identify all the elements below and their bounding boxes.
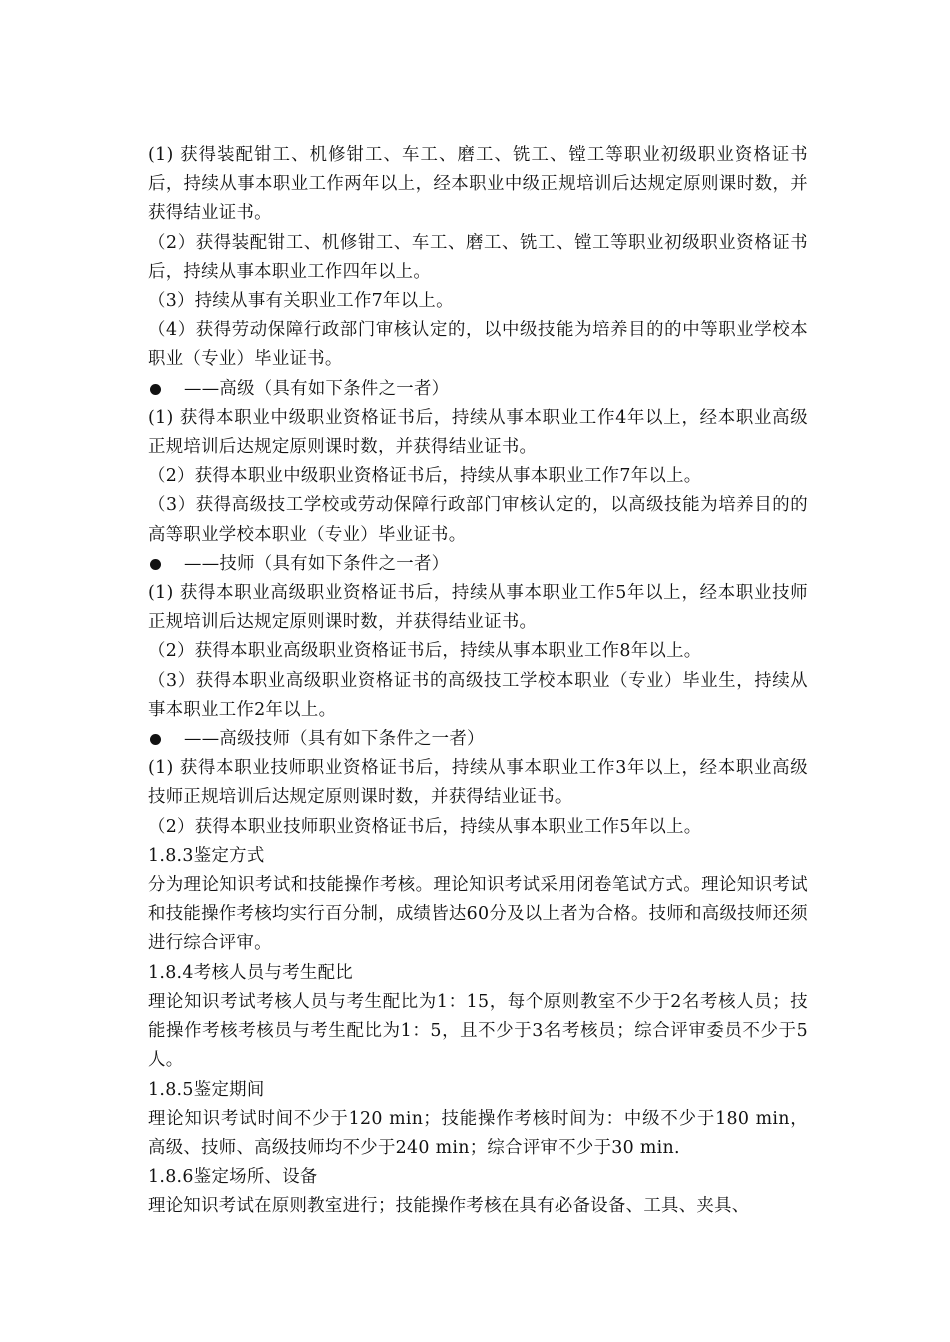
- paragraph: （3）持续从事有关职业工作7年以上。: [148, 291, 454, 312]
- paragraph: 1.8.4考核人员与考生配比: [148, 962, 353, 983]
- bullet-item: [148, 725, 808, 754]
- paragraph: （3）获得高级技工学校或劳动保障行政部门审核认定的，以高级技能为培养目的的高等职业学校本职业（专业）毕业证书。: [148, 495, 808, 545]
- paragraph: 理论知识考试时间不少于120 min；技能操作考核时间为：中级不少于180 min，高级、技师、高级技师均不少于240 min；综合评审不少于30 min.: [148, 1108, 808, 1158]
- bullet-dot-icon: [150, 734, 161, 745]
- paragraph: （3）获得本职业高级职业资格证书的高级技工学校本职业（专业）毕业生，持续从事本职业工作2年以上。: [148, 670, 808, 720]
- paragraph: 分为理论知识考试和技能操作考核。理论知识考试采用闭卷笔试方式。理论知识考试和技能操作考核均实行百分制，成绩皆达60分及以上者为合格。技师和高级技师还须进行综合评审。: [148, 875, 808, 954]
- paragraph: (1) 获得本职业中级职业资格证书后，持续从事本职业工作4年以上，经本职业高级正规培训后达规定原则课时数，并获得结业证书。: [148, 407, 808, 458]
- paragraph: （2）获得本职业中级职业资格证书后，持续从事本职业工作7年以上。: [148, 466, 702, 487]
- paragraph: （4）获得劳动保障行政部门审核认定的，以中级技能为培养目的的中等职业学校本职业（专业）毕业证书。: [148, 320, 808, 370]
- bullet-text: ——技师（具有如下条件之一者）: [184, 553, 450, 574]
- bullet-text: ——高级技师（具有如下条件之一者）: [184, 729, 485, 750]
- paragraph: 1.8.5鉴定期间: [148, 1079, 265, 1100]
- paragraph: (1) 获得装配钳工、机修钳工、车工、磨工、铣工、镗工等职业初级职业资格证书后，持续从事本职业工作两年以上，经本职业中级正规培训后达规定原则课时数，并获得结业证书。: [148, 145, 808, 224]
- paragraph: （2）获得本职业高级职业资格证书后，持续从事本职业工作8年以上。: [148, 641, 702, 662]
- paragraph: (1) 获得本职业高级职业资格证书后，持续从事本职业工作5年以上，经本职业技师正规培训后达规定原则课时数，并获得结业证书。: [148, 583, 808, 633]
- paragraph: 1.8.6鉴定场所、设备: [148, 1167, 318, 1188]
- paragraph: （2）获得装配钳工、机修钳工、车工、磨工、铣工、镗工等职业初级职业资格证书后，持续从事本职业工作四年以上。: [148, 232, 808, 282]
- bullet-dot-icon: [150, 384, 161, 395]
- paragraph: 1.8.3鉴定方式: [148, 845, 265, 866]
- paragraph: (1) 获得本职业技师职业资格证书后，持续从事本职业工作3年以上，经本职业高级技师正规培训后达规定原则课时数，并获得结业证书。: [148, 758, 808, 808]
- document-body: [148, 141, 808, 1222]
- bullet-text: ——高级（具有如下条件之一者）: [184, 378, 450, 399]
- bullet-item: [148, 550, 808, 579]
- paragraph: 理论知识考试在原则教室进行；技能操作考核在具有必备设备、工具、夹具、: [148, 1196, 750, 1217]
- bullet-item: [148, 375, 808, 404]
- bullet-dot-icon: [150, 559, 161, 570]
- paragraph: 理论知识考试考核人员与考生配比为1：15，每个原则教室不少于2名考核人员；技能操作考核考核员与考生配比为1：5，且不少于3名考核员；综合评审委员不少于5人。: [148, 991, 808, 1071]
- paragraph: （2）获得本职业技师职业资格证书后，持续从事本职业工作5年以上。: [148, 816, 702, 837]
